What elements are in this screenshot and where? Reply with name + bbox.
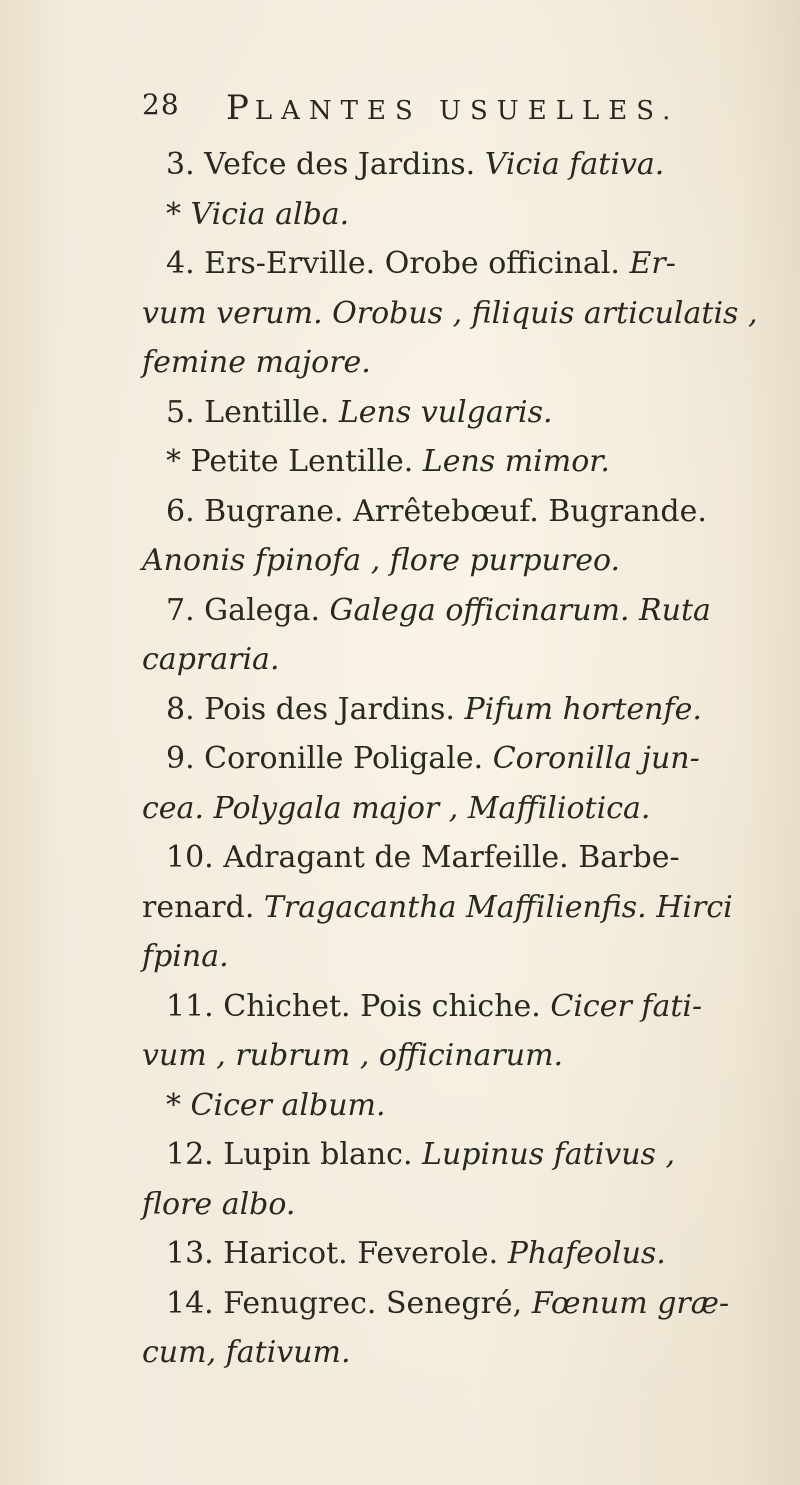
latin-name: Cicer album. [190, 1087, 386, 1123]
latin-name: Lens vulgaris. [338, 394, 553, 430]
text-line [142, 1328, 762, 1378]
french-name: 13. Haricot. Feverole. [166, 1236, 508, 1271]
running-head-text: LANTES USUELLES. [254, 96, 680, 126]
french-name: 3. Vefce des Jardins. [166, 147, 485, 182]
text-line [142, 140, 762, 190]
latin-name: fpina. [142, 939, 229, 974]
latin-name: vum verum. Orobus , filiquis articulatis , [142, 295, 758, 331]
latin-name: Cicer fati- [550, 988, 703, 1024]
latin-name: Coronilla jun- [492, 741, 700, 776]
running-head-initial: P [226, 88, 255, 128]
french-name: 11. Chichet. Pois chiche. [166, 988, 551, 1024]
latin-name: capraria. [142, 642, 280, 677]
text-line [142, 883, 762, 933]
french-name: * [166, 1087, 191, 1123]
text-line [142, 437, 762, 487]
text-line [142, 734, 762, 784]
french-name: 12. Lupin blanc. [166, 1137, 423, 1172]
text-line [142, 1180, 762, 1230]
french-name: * Petite Lentille. [166, 444, 423, 479]
latin-name: flore albo. [142, 1186, 296, 1222]
text-line [142, 586, 762, 636]
french-name: 10. Adragant de Marfeille. Barbe- [166, 840, 680, 875]
french-name: 6. Bugrane. Arrêtebœuf. Bugrande. [166, 493, 707, 529]
latin-name: Fœnum græ- [531, 1285, 730, 1321]
text-line [142, 239, 762, 289]
text-line [142, 536, 762, 586]
latin-name: Vicia alba. [190, 196, 350, 232]
latin-name: Vicia fativa. [484, 147, 665, 182]
latin-name: Er- [629, 246, 676, 281]
text-line [142, 487, 762, 537]
running-head [226, 88, 679, 128]
text-line [142, 1081, 762, 1131]
french-name: 7. Galega. [166, 592, 330, 628]
latin-name: Tragacantha Maffilienfis. Hirci [263, 889, 733, 925]
text-line [142, 932, 762, 982]
text-line [142, 685, 762, 735]
text-line [142, 1031, 762, 1081]
latin-name: Lens mimor. [422, 444, 610, 479]
text-line [142, 784, 762, 834]
latin-name: Anonis fpinofa , flore purpureo. [142, 543, 621, 578]
french-name: 4. Ers-Erville. Orobe officinal. [166, 246, 630, 281]
text-line [142, 1279, 762, 1329]
latin-name: Lupinus fativus , [422, 1137, 676, 1172]
page-header [142, 88, 702, 128]
text-line [142, 1130, 762, 1180]
french-name: 5. Lentille. [166, 394, 339, 430]
french-name: 9. Coronille Poligale. [166, 741, 493, 776]
text-line [142, 982, 762, 1032]
text-line [142, 388, 762, 438]
latin-name: cea. Polygala major , Maffiliotica. [142, 790, 651, 826]
text-body [142, 140, 762, 1378]
french-name: 14. Fenugrec. Senegré, [166, 1285, 532, 1321]
latin-name: Galega officinarum. Ruta [329, 592, 711, 628]
text-line [142, 635, 762, 685]
text-line [142, 190, 762, 240]
text-line [142, 289, 762, 339]
page-number: 28 [142, 88, 180, 121]
text-line [142, 1229, 762, 1279]
latin-name: Phafeolus. [507, 1236, 666, 1271]
latin-name: cum, fativum. [142, 1335, 351, 1370]
french-name: 8. Pois des Jardins. [166, 691, 465, 727]
french-name: * [166, 196, 191, 232]
latin-name: femine majore. [142, 345, 371, 380]
text-line [142, 833, 762, 883]
text-line [142, 338, 762, 388]
latin-name: Pifum hortenfe. [464, 691, 702, 727]
french-name: renard. [142, 889, 264, 925]
latin-name: vum , rubrum , officinarum. [142, 1038, 564, 1073]
